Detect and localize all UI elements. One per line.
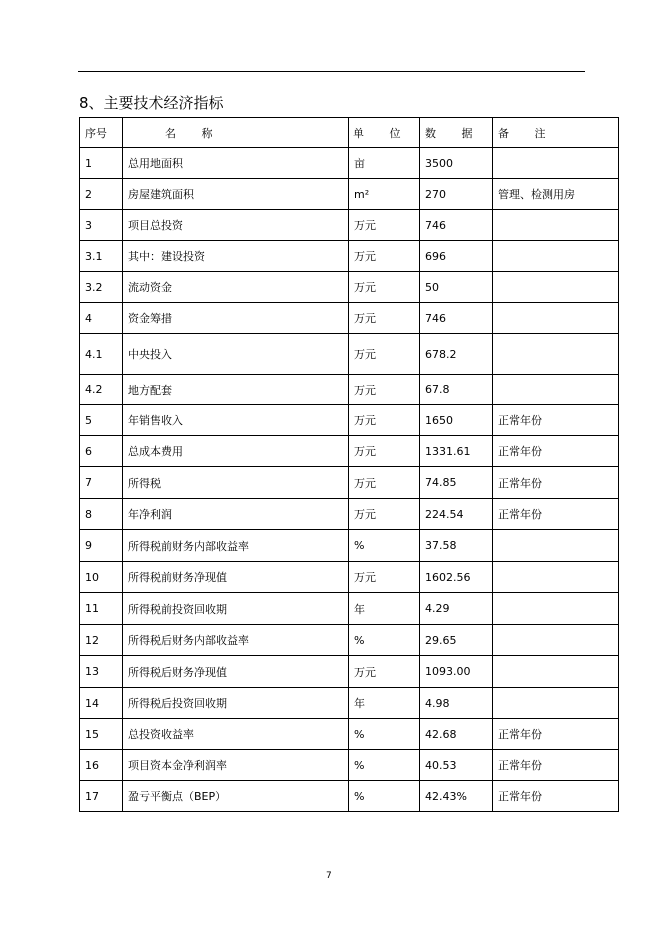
value: 746 [420, 210, 493, 241]
row-number: 3.2 [80, 272, 123, 303]
note: 正常年份 [493, 436, 619, 467]
table-row [80, 499, 619, 530]
item-name: 地方配套 [123, 375, 349, 405]
unit: % [349, 719, 420, 750]
note [493, 375, 619, 405]
item-name: 所得税前投资回收期 [123, 593, 349, 625]
row-number: 4 [80, 303, 123, 334]
table-row [80, 241, 619, 272]
header-note: 备 注 [493, 118, 619, 148]
unit: 万元 [349, 375, 420, 405]
table-row [80, 656, 619, 688]
value: 40.53 [420, 750, 493, 781]
note [493, 625, 619, 656]
note [493, 656, 619, 688]
row-number: 4.1 [80, 334, 123, 375]
row-number: 4.2 [80, 375, 123, 405]
unit: 万元 [349, 405, 420, 436]
table-row [80, 334, 619, 375]
note [493, 148, 619, 179]
unit: 万元 [349, 467, 420, 499]
unit: 万元 [349, 436, 420, 467]
table-row [80, 375, 619, 405]
table-row [80, 530, 619, 562]
unit: 万元 [349, 241, 420, 272]
note: 正常年份 [493, 750, 619, 781]
unit: 万元 [349, 334, 420, 375]
unit: % [349, 530, 420, 562]
table-row [80, 148, 619, 179]
table-row [80, 593, 619, 625]
value: 224.54 [420, 499, 493, 530]
table-row [80, 405, 619, 436]
row-number: 6 [80, 436, 123, 467]
page-number: 7 [326, 871, 332, 881]
note: 管理、检测用房 [493, 179, 619, 210]
table-row [80, 210, 619, 241]
table-row [80, 719, 619, 750]
note [493, 530, 619, 562]
item-name: 项目总投资 [123, 210, 349, 241]
row-number: 3 [80, 210, 123, 241]
section-heading: 8、主要技术经济指标 [79, 94, 224, 112]
item-name: 年销售收入 [123, 405, 349, 436]
header-value: 数 据 [420, 118, 493, 148]
unit: 年 [349, 593, 420, 625]
item-name: 年净利润 [123, 499, 349, 530]
table-row [80, 625, 619, 656]
value: 4.29 [420, 593, 493, 625]
row-number: 2 [80, 179, 123, 210]
note [493, 210, 619, 241]
table-row [80, 467, 619, 499]
unit: 万元 [349, 656, 420, 688]
unit: 年 [349, 688, 420, 719]
header-unit: 单 位 [349, 118, 420, 148]
row-number: 16 [80, 750, 123, 781]
value: 746 [420, 303, 493, 334]
table-row [80, 688, 619, 719]
note [493, 272, 619, 303]
row-number: 13 [80, 656, 123, 688]
indicators-table [79, 117, 619, 812]
table-row [80, 303, 619, 334]
item-name: 所得税前财务内部收益率 [123, 530, 349, 562]
value: 3500 [420, 148, 493, 179]
unit: 万元 [349, 210, 420, 241]
note: 正常年份 [493, 499, 619, 530]
row-number: 3.1 [80, 241, 123, 272]
unit: % [349, 781, 420, 812]
note: 正常年份 [493, 405, 619, 436]
item-name: 所得税 [123, 467, 349, 499]
value: 270 [420, 179, 493, 210]
value: 42.68 [420, 719, 493, 750]
unit: % [349, 625, 420, 656]
note [493, 241, 619, 272]
item-name: 所得税后投资回收期 [123, 688, 349, 719]
value: 678.2 [420, 334, 493, 375]
value: 1650 [420, 405, 493, 436]
row-number: 9 [80, 530, 123, 562]
item-name: 所得税后财务内部收益率 [123, 625, 349, 656]
unit: 万元 [349, 562, 420, 593]
table-row [80, 436, 619, 467]
row-number: 14 [80, 688, 123, 719]
row-number: 1 [80, 148, 123, 179]
row-number: 10 [80, 562, 123, 593]
table-row [80, 562, 619, 593]
item-name: 房屋建筑面积 [123, 179, 349, 210]
item-name: 项目资本金净利润率 [123, 750, 349, 781]
item-name: 所得税前财务净现值 [123, 562, 349, 593]
note [493, 303, 619, 334]
note: 正常年份 [493, 719, 619, 750]
item-name: 总投资收益率 [123, 719, 349, 750]
item-name: 总用地面积 [123, 148, 349, 179]
note [493, 562, 619, 593]
note [493, 593, 619, 625]
header-rule [78, 71, 585, 72]
table-row [80, 750, 619, 781]
unit: 万元 [349, 303, 420, 334]
unit: 万元 [349, 499, 420, 530]
unit: 亩 [349, 148, 420, 179]
table-row [80, 272, 619, 303]
item-name: 其中：建设投资 [123, 241, 349, 272]
value: 4.98 [420, 688, 493, 719]
table-row [80, 781, 619, 812]
item-name: 盈亏平衡点（BEP） [123, 781, 349, 812]
value: 50 [420, 272, 493, 303]
item-name: 中央投入 [123, 334, 349, 375]
value: 1331.61 [420, 436, 493, 467]
header-no: 序号 [80, 118, 123, 148]
value: 29.65 [420, 625, 493, 656]
value: 74.85 [420, 467, 493, 499]
value: 1602.56 [420, 562, 493, 593]
row-number: 7 [80, 467, 123, 499]
value: 37.58 [420, 530, 493, 562]
row-number: 17 [80, 781, 123, 812]
item-name: 资金筹措 [123, 303, 349, 334]
row-number: 12 [80, 625, 123, 656]
value: 67.8 [420, 375, 493, 405]
row-number: 11 [80, 593, 123, 625]
table-row [80, 179, 619, 210]
note: 正常年份 [493, 467, 619, 499]
unit: m² [349, 179, 420, 210]
value: 42.43% [420, 781, 493, 812]
unit: % [349, 750, 420, 781]
unit: 万元 [349, 272, 420, 303]
value: 1093.00 [420, 656, 493, 688]
note [493, 334, 619, 375]
item-name: 流动资金 [123, 272, 349, 303]
row-number: 5 [80, 405, 123, 436]
note: 正常年份 [493, 781, 619, 812]
table-header-row [80, 118, 619, 148]
header-name: 名 称 [123, 118, 349, 148]
note [493, 688, 619, 719]
row-number: 15 [80, 719, 123, 750]
item-name: 总成本费用 [123, 436, 349, 467]
row-number: 8 [80, 499, 123, 530]
value: 696 [420, 241, 493, 272]
item-name: 所得税后财务净现值 [123, 656, 349, 688]
